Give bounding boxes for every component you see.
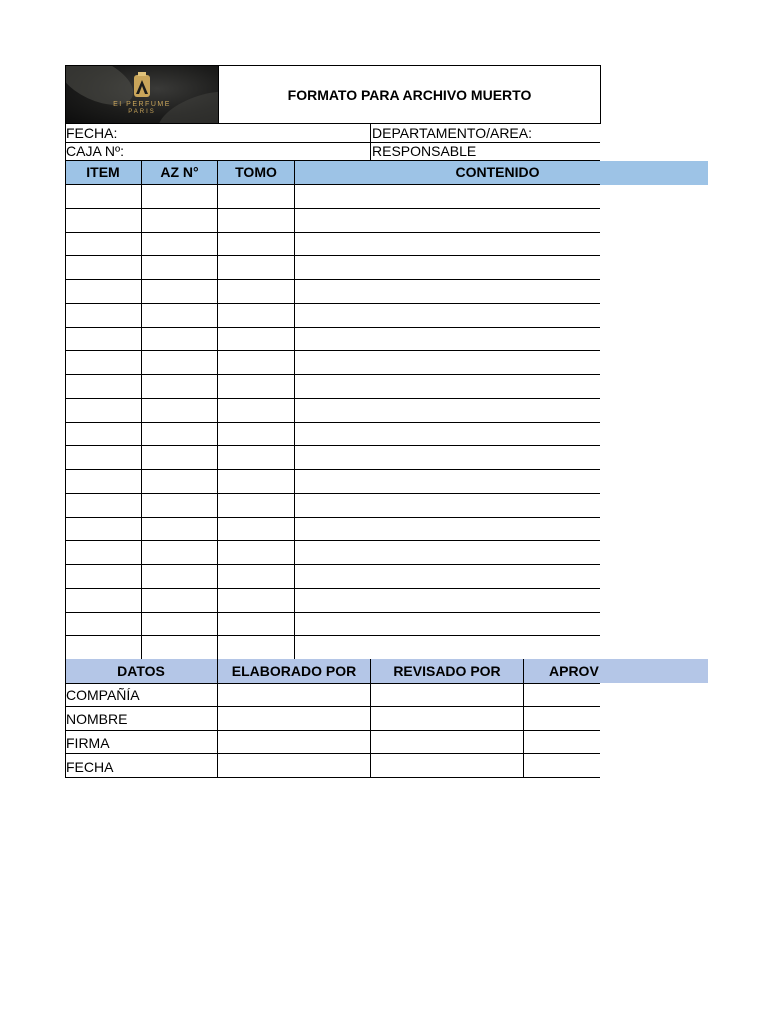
table-row[interactable]: [65, 209, 600, 232]
signoff-row-label: COMPAÑÍA: [66, 687, 140, 703]
signoff-row-label: NOMBRE: [66, 711, 128, 727]
table-row[interactable]: [65, 304, 600, 327]
table-row[interactable]: [65, 351, 600, 374]
table-row[interactable]: [65, 446, 600, 469]
table-row[interactable]: [65, 280, 600, 303]
table-row[interactable]: [65, 589, 600, 612]
table-row[interactable]: [65, 256, 600, 279]
table-row[interactable]: [65, 185, 600, 208]
grid-line: [370, 659, 371, 777]
table-row[interactable]: [65, 636, 600, 659]
table-row[interactable]: [65, 328, 600, 351]
column-header-item: ITEM: [86, 164, 120, 180]
table-row[interactable]: [65, 233, 600, 256]
brand-logo: [66, 66, 218, 123]
signoff-row-label: FIRMA: [66, 735, 110, 751]
caja-label: CAJA Nº:: [66, 143, 125, 159]
column-header-az: AZ N°: [160, 164, 199, 180]
table-row[interactable]: [65, 470, 600, 493]
signoff-header-aprov: APROV: [549, 663, 599, 679]
perfume-bottle-logo-icon: [114, 72, 170, 100]
form-header: [65, 65, 601, 124]
grid-line: [523, 659, 524, 777]
responsable-label: RESPONSABLE: [372, 143, 477, 159]
table-row[interactable]: [65, 541, 600, 564]
table-row[interactable]: [65, 565, 600, 588]
column-header-contenido: CONTENIDO: [455, 164, 540, 180]
signoff-header-revisado: REVISADO POR: [393, 663, 501, 679]
signoff-row-label: FECHA: [66, 759, 114, 775]
fecha-label: FECHA:: [66, 125, 118, 141]
signoff-header-elaborado: ELABORADO POR: [231, 663, 357, 679]
table-row[interactable]: [65, 613, 600, 636]
table-row[interactable]: [65, 518, 600, 541]
logo-city-text: PARIS: [128, 109, 156, 115]
table-row[interactable]: [65, 423, 600, 446]
signoff-header-datos: DATOS: [117, 663, 165, 679]
logo-brand-text: EI PERFUME: [113, 101, 171, 108]
table-row[interactable]: [65, 399, 600, 422]
column-header-tomo: TOMO: [235, 164, 277, 180]
form-title: FORMATO PARA ARCHIVO MUERTO: [218, 66, 600, 123]
grid-line: [217, 659, 218, 777]
table-row[interactable]: [65, 375, 600, 398]
table-row[interactable]: [65, 494, 600, 517]
departamento-label: DEPARTAMENTO/AREA:: [372, 125, 532, 141]
